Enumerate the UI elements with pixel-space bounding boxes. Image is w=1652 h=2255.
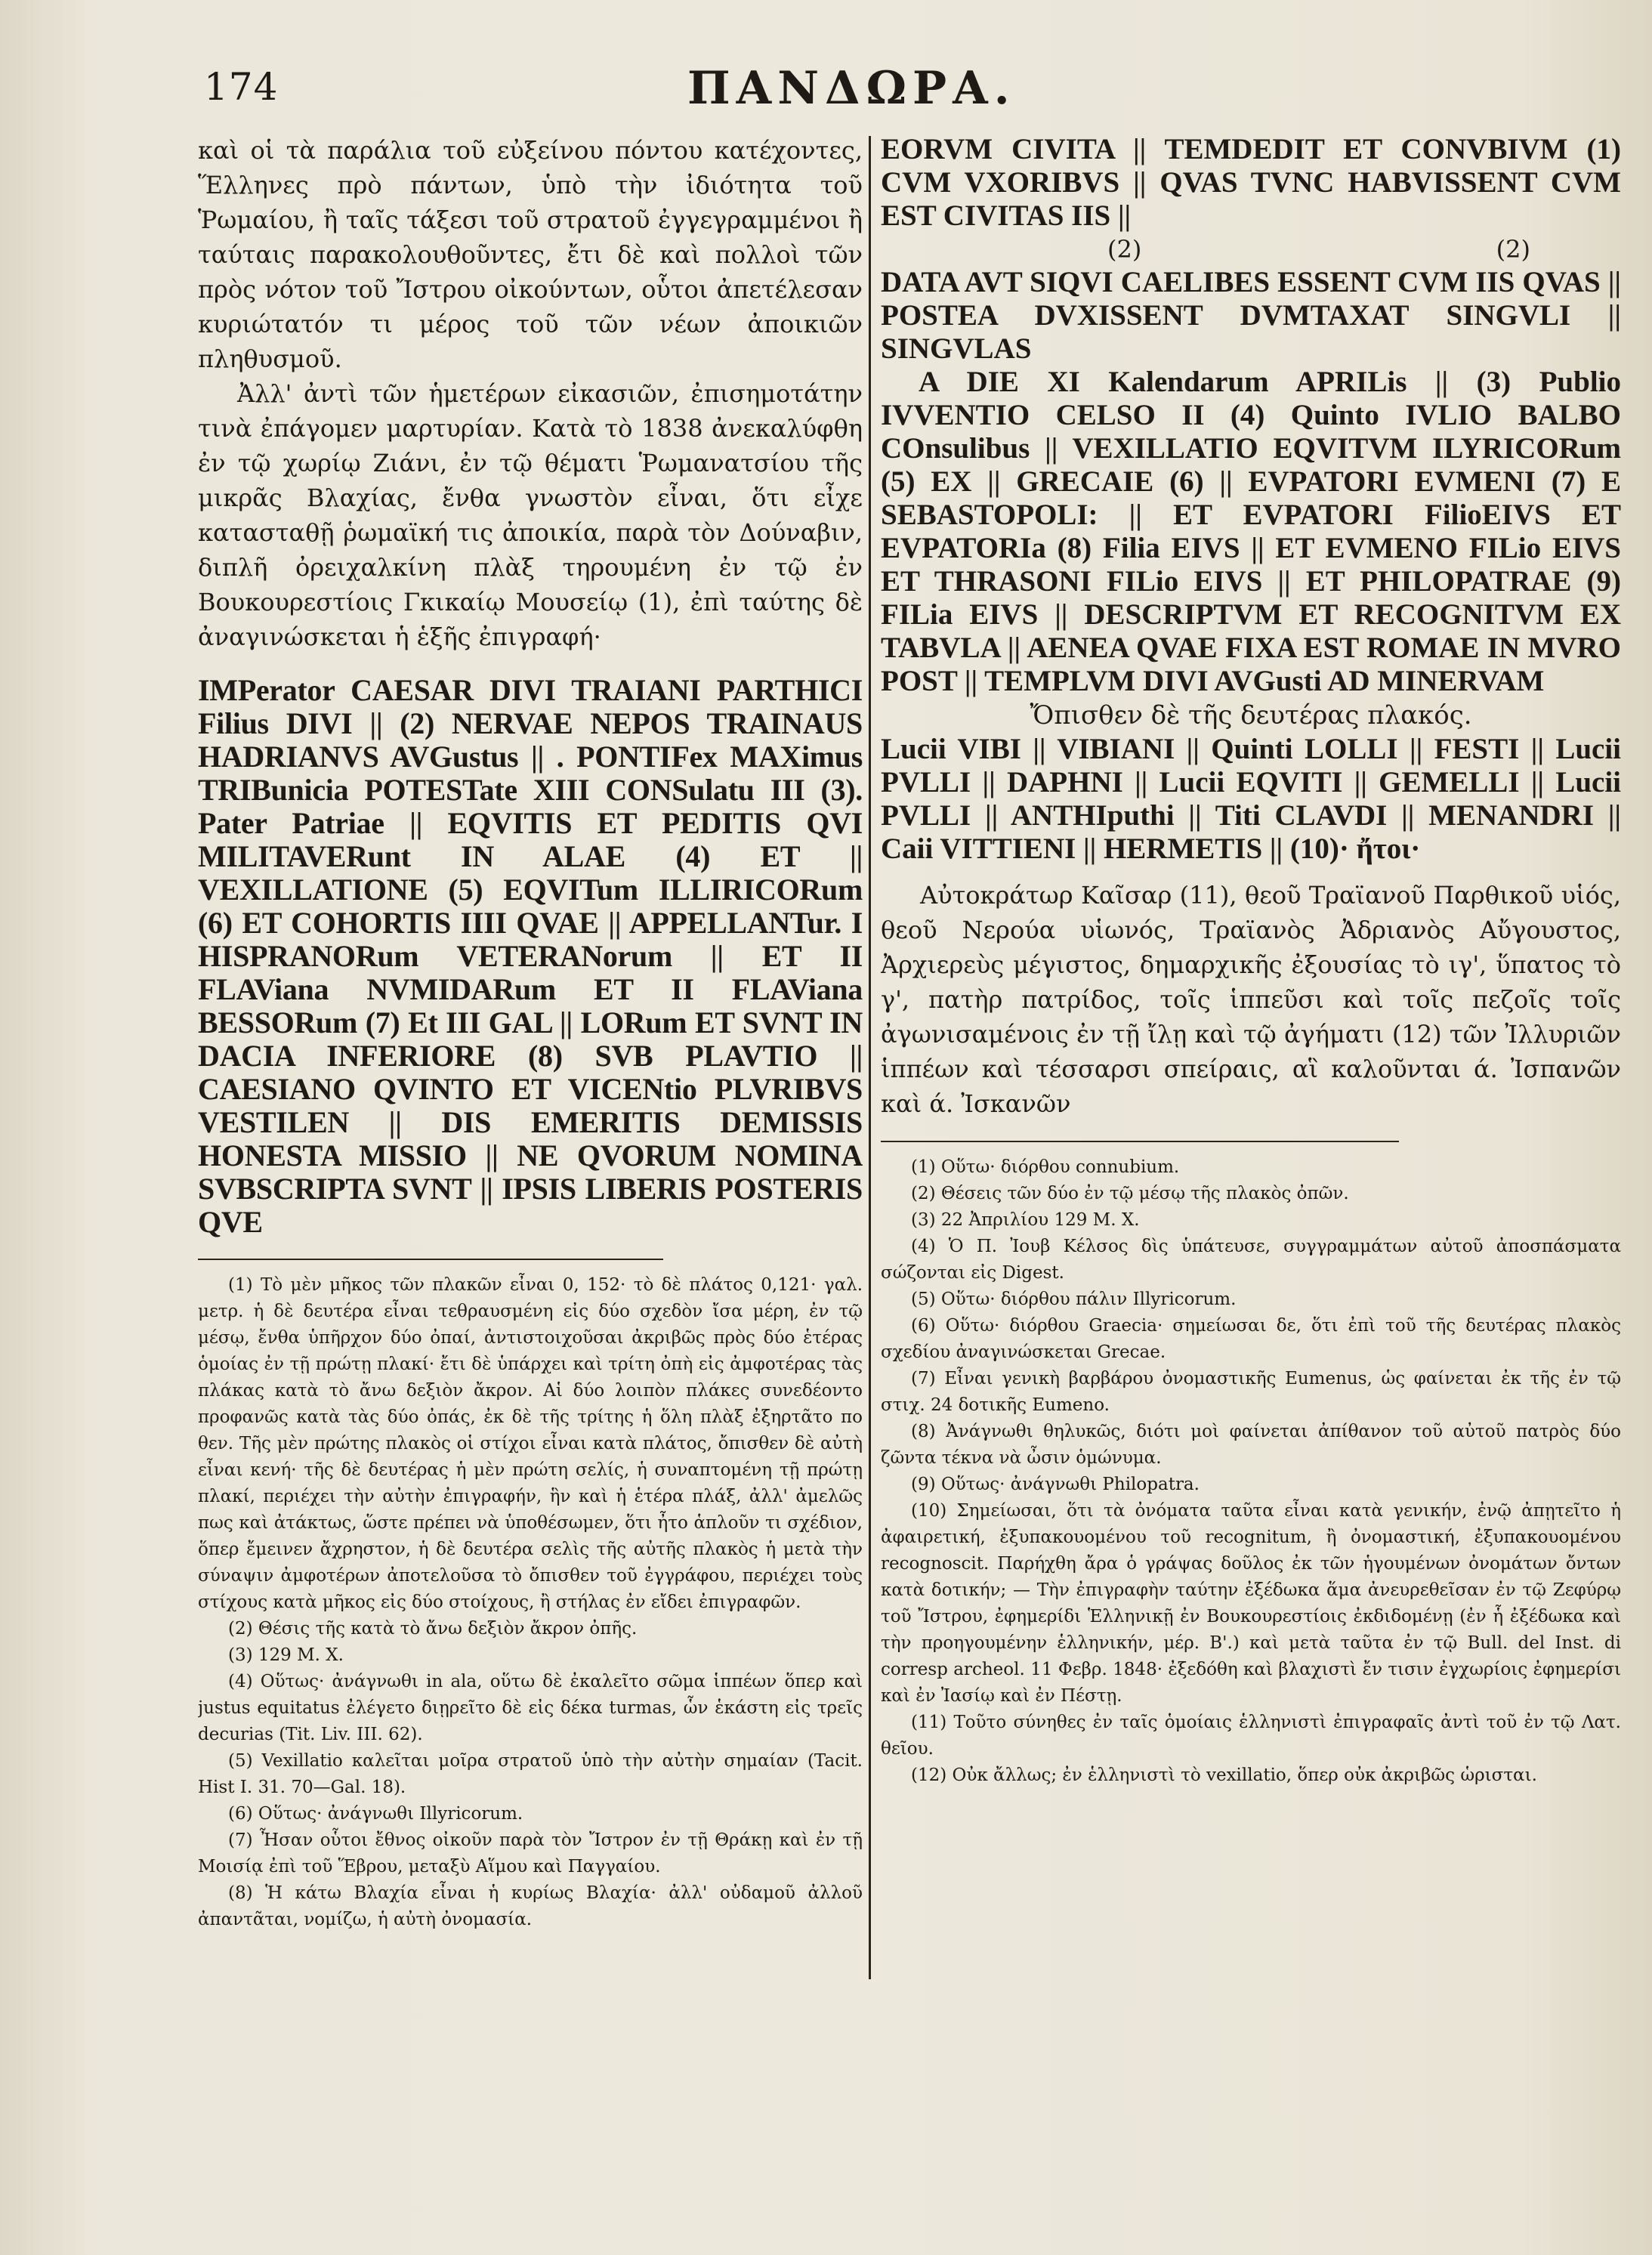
translation-paragraph: Αὐτοκράτωρ Καῖσαρ (11), θεοῦ Τραϊανοῦ Παρθικοῦ υἱός, θεοῦ Νερούα υἱωνός, Τραϊανὸς Ἀδριανὸς Αὔγουστος, Ἀρχιερεὺς μέγιστος, δημαρχικῆς ἐξουσίας τὸ ιγ', ὕπατος τὸ γ', πατὴρ πατρίδος, τοῖς ἱππεῦσι καὶ τοῖς πεζοῖς τοῖς ἀγωνισαμένοις ἐν τῇ ἴλῃ καὶ τῷ ἀγήματι (12) τῶν Ἰλλυριῶν ἱππέων καὶ τέσσαρσι σπείραις, αἳ καλοῦνται ά. Ἰσπανῶν καὶ ά. Ἰσκανῶν [881, 881, 1621, 1118]
footnote: (2) Θέσεις τῶν δύο ἐν τῷ μέσῳ τῆς πλακὸς ὀπῶν. [911, 1184, 1349, 1203]
footnote: (11) Τοῦτο σύνηθες ἐν ταῖς ὁμοίαις ἑλληνιστὶ ἐπιγραφαῖς ἀντὶ τοῦ ἐν τῷ Λατ. θεῖου. [881, 1713, 1621, 1759]
latin-inscription: A DIE XI Kalendarum APRILis || (3) Publio IVVENTIO CELSO II (4) Quinto IVLIO BALBO COnsulibus || VEXILLATIO EQVITVM ILYRICORum (5) EX || GRECAIE (6) || EVPATORI EVMENI (7) E SEBASTOPOLI: || ET EVPATORI FilioEIVS ET EVPATORIa (8) Filia EIVS || ET EVMENO FILio EIVS ET THRASONI FILio EIVS || ET PHILOPATRAE (9) FILia EIVS || DESCRIPTVM ET RECOGNITVM EX TABVLA || AENEA QVAE FIXA EST ROMAE IN MVRO POST || TEMPLVM DIVI AVGusti AD MINERVAM [881, 366, 1621, 697]
footnote: (8) Ἡ κάτω Βλαχία εἶναι ἡ κυρίως Βλαχία· ἀλλ' οὐδαμοῦ ἀλλοῦ ἀπαντᾶται, νομίζω, ἡ αὐτὴ ὀνομασία. [198, 1883, 863, 1929]
hole-marker: (2) [1107, 235, 1142, 264]
footnote: (7) Εἶναι γενικὴ βαρβάρου ὀνομαστικῆς Eumenus, ὡς φαίνεται ἐκ τῆς ἐν τῷ στιχ. 24 δοτικῆς Eumeno. [881, 1369, 1621, 1415]
hole-markers [881, 233, 1621, 266]
page-number: 174 [204, 65, 279, 109]
footnote: (3) 129 Μ. Χ. [228, 1645, 344, 1665]
footnote: (9) Οὕτως· ἀνάγνωθι Philopatra. [911, 1475, 1200, 1494]
footnote: (1) Τὸ μὲν μῆκος τῶν πλακῶν εἶναι 0, 152· τὸ δὲ πλάτος 0,121· γαλ. μετρ. ἡ δὲ δευτέρα εἶναι τεθραυσμένη εἰς δύο σχεδὸν ἴσα μέρη, ἐν τῷ μέσῳ, ἔνθα ὑπῆρχον δύο ὀπαί, ἀντιστοιχοῦσαι ἀκριβῶς πρὸς δύο ἑτέρας ὁμοίας ἐν τῇ πρώτῃ πλακί· ἔτι δὲ ὑπάρχει καὶ τρίτη ὀπὴ εἰς ἀμφοτέρας τὰς πλάκας κατὰ τὸ ἄνω δεξιὸν ἄκρον. Αἱ δύο λοιπὸν πλάκες συνεδέοντο προφανῶς κατὰ τὰς δύο ὀπάς, ἐκ δὲ τῆς τρίτης ἡ ὅλη πλὰξ ἐξηρτᾶτο πο θεν. Τῆς μὲν πρώτης πλακὸς οἱ στίχοι εἶναι κατὰ πλάτος, ὄπισθεν δὲ αὐτὴ εἶναι κενή· τῆς δὲ δευτέρας ἡ μὲν πρώτη σελίς, ἡ συναπτομένη τῇ πρώτῃ πλακί, περιέχει τὴν αὐτὴν ἐπιγραφήν, ἣν καὶ ἡ ἑτέρα πλάξ, ἀλλ' ἀμελῶς πως καὶ ἀτάκτως, ὥστε πρέπει νὰ ὑποθέσωμεν, ὅτι ἦτο ἁπλοῦν τι σχέδιον, ὅπερ ἔμεινεν ἄχρηστον, ἡ δὲ δευτέρα σελὶς τῆς αὐτῆς πλακὸς ἡ μετὰ τὴν σύναψιν ἀμφοτέρων ἀποτελοῦσα τὸ ὄπισθεν τοῦ ἐγγράφου, περιέχει τοὺς στίχους κατὰ μῆκος εἰς δύο στοίχους, ἢ στήλας ἐν εἴδει ἐπιγραφῶν. [198, 1275, 863, 1612]
hole-marker: (2) [1496, 235, 1530, 264]
footnote: (12) Οὐκ ἄλλως; ἐν ἑλληνιστὶ τὸ vexillatio, ὅπερ οὐκ ἀκριβῶς ὡρισται. [911, 1765, 1537, 1785]
left-column [198, 133, 863, 2226]
latin-inscription: IMPerator CAESAR DIVI TRAIANI PARTHICI Filius DIVI || (2) NERVAE NEPOS TRAINAUS HADRIANVS AVGustus || . PONTIFex MAXimus TRIBunicia POTESTate XIII CONSulatu III (3). Pater Patriae || EQVITIS ET PEDITIS QVI MILITAVERunt IN ALAE (4) ET || VEXILLATIONE (5) EQVITum ILLIRICORum (6) ET COHORTIS IIII QVAE || APPELLANTur. I HISPRANORum VETERANorum || ET II FLAViana NVMIDARum ET II FLAViana BESSORum (7) Et III GAL || LORum ET SVNT IN DACIA INFERIORE (8) SVB PLAVTIO || CAESIANO QVINTO ET VICENtio PLVRIBVS VESTILEN || DIS EMERITIS DEMISSIS HONESTA MISSIO || NE QVORUM NOMINA SVBSCRIPTA SVNT || IPSIS LIBERIS POSTERIS QVE [198, 673, 863, 1239]
footnote: (7) Ἦσαν οὗτοι ἔθνος οἰκοῦν παρὰ τὸν Ἴστρον ἐν τῇ Θράκῃ καὶ ἐν τῇ Μοισίᾳ ἐπὶ τοῦ Ἕβρου, μεταξὺ Αἵμου καὶ Παγγαίου. [198, 1830, 863, 1877]
body-paragraph: καὶ οἱ τὰ παράλια τοῦ εὐξείνου πόντου κατέχοντες, Ἕλληνες πρὸ πάντων, ὑπὸ τὴν ἰδιότητα τοῦ Ῥωμαίου, ἢ ταῖς τάξεσι τοῦ στρατοῦ ἐγγεγραμμένοι ἢ ταύταις παρακολουθοῦντες, ἔτι δὲ καὶ πολλοὶ τῶν πρὸς νότον τοῦ Ἴστρου οἰκούντων, οὗτοι ἀπετέλεσαν κυριώτατόν τι μέρος τοῦ τῶν νέων ἀποικιῶν πληθυσμοῦ. [198, 136, 863, 373]
footnote: (4) Ὁ Π. Ἰουβ Κέλσος δὶς ὑπάτευσε, συγγραμμάτων αὐτοῦ ἀποσπάσματα σώζονται εἰς Digest. [881, 1237, 1621, 1283]
latin-inscription: DATA AVT SIQVI CAELIBES ESSENT CVM IIS QVAS || POSTEA DVXISSENT DVMTAXAT SINGVLI || SINGVLAS [881, 266, 1621, 365]
body-paragraph: Ἀλλ' ἀντὶ τῶν ἡμετέρων εἰκασιῶν, ἐπισημοτάτην τινὰ ἐπάγομεν μαρτυρίαν. Κατὰ τὸ 1838 ἀνεκαλύφθη ἐν τῷ χωρίῳ Ζιάνι, ἐν τῷ θέματι Ῥωμανατσίου τῆς μικρᾶς Βλαχίας, ἔνθα γνωστὸν εἶναι, ὅτι εἶχε κατασταθῇ ῥωμαϊκή τις ἀποικία, παρὰ τὸν Δούναβιν, διπλῆ ὀρειχαλκίνη πλὰξ τηρουμένη ἐν τῷ ἐν Βουκουρεστίοις Γκικαίῳ Μουσείῳ (1), ἐπὶ ταύτης δὲ ἀναγινώσκεται ἡ ἑξῆς ἐπιγραφή· [198, 379, 863, 651]
footnote: (6) Οὕτως· ἀνάγνωθι Illyricorum. [228, 1804, 523, 1824]
column-divider [869, 136, 871, 1979]
page-header [204, 62, 1609, 125]
footnote: (2) Θέσις τῆς κατὰ τὸ ἄνω δεξιὸν ἄκρον ὀπῆς. [228, 1619, 638, 1639]
section-heading: Ὄπισθεν δὲ τῆς δευτέρας πλακός. [1030, 700, 1472, 731]
footnote-rule [881, 1141, 1399, 1142]
latin-inscription: Lucii VIBI || VIBIANI || Quinti LOLLI || FESTI || Lucii PVLLI || DAPHNI || Lucii EQVITI || GEMELLI || Lucii PVLLI || ANTHIputhi || Titi CLAVDI || MENANDRI || Caii VITTIENI || HERMETIS || (10)· ἤτοι· [881, 733, 1621, 865]
footnote: (4) Οὕτως· ἀνάγνωθι in ala, οὕτω δὲ ἐκαλεῖτο σῶμα ἱππέων ὅπερ καὶ justus equitatus ἐλέγετο διῃρεῖτο δὲ εἰς δέκα turmas, ὧν ἑκάστη εἰς τρεῖς decurias (Tit. Liv. III. 62). [198, 1672, 863, 1744]
footnote: (8) Ἀνάγνωθι θηλυκῶς, διότι μοὶ φαίνεται ἀπίθανον τοῦ αὐτοῦ πατρὸς δύο ζῶντα τέκνα νὰ ὦσιν ὁμώνυμα. [881, 1422, 1621, 1468]
running-title: ΠΑΝΔΩΡΑ. [687, 62, 1016, 115]
footnote-rule [198, 1259, 663, 1260]
footnote: (5) Vexillatio καλεῖται μοῖρα στρατοῦ ὑπὸ τὴν αὐτὴν σημαίαν (Tacit. Hist I. 31. 70—Gal. 18). [198, 1751, 863, 1797]
right-column [881, 133, 1621, 2226]
footnote: (10) Σημείωσαι, ὅτι τὰ ὀνόματα ταῦτα εἶναι κατὰ γενικήν, ἐνῷ ἀπῃτεῖτο ἡ ἀφαιρετική, ἐξυπακουομένου τοῦ recognitum, ἢ ὀνομαστική, ἐξυπακουομένου recognoscit. Παρήχθη ἄρα ὁ γράψας δοῦλος ἐκ τῶν ἡγουμένων ὀνομάτων ὄντων κατὰ δοτικήν; — Τὴν ἐπιγραφὴν ταύτην ἐξέδωκα ἅμα ἀνευρεθεῖσαν ἐν τῷ Ζεφύρῳ τοῦ Ἴστρου, ἐφημερίδι Ἑλληνικῇ ἐν Βουκουρεστίοις ἐκδιδομένῃ (ἐν ἧ ἐξέδωκα καὶ τὴν προηγουμένην ἑλληνικήν, μέρ. Β'.) καὶ μετὰ ταῦτα ἐν τῷ Bull. del Inst. di corresp archeol. 11 Φεβρ. 1848· ἐξεδόθη καὶ βλαχιστὶ ἔν τισιν ἐγχωρίοις ἐφημερίσι καὶ ἐν Ἰασίῳ καὶ ἐν Πέστῃ. [881, 1501, 1621, 1706]
footnote: (3) 22 Ἀπριλίου 129 Μ. Χ. [911, 1210, 1140, 1230]
footnote: (1) Οὕτω· διόρθου connubium. [911, 1157, 1180, 1177]
footnote: (5) Οὕτω· διόρθου πάλιν Illyricorum. [911, 1290, 1237, 1309]
footnote: (6) Οὕτω· διόρθου Graecia· σημείωσαι δε, ὅτι ἐπὶ τοῦ τῆς δευτέρας πλακὸς σχεδίου ἀναγινώσκεται Grecae. [881, 1316, 1621, 1362]
latin-inscription: EORVM CIVITA || TEMDEDIT ET CONVBIVM (1) CVM VXORIBVS || QVAS TVNC HABVISSENT CVM EST CIVITAS IIS || [881, 133, 1621, 232]
